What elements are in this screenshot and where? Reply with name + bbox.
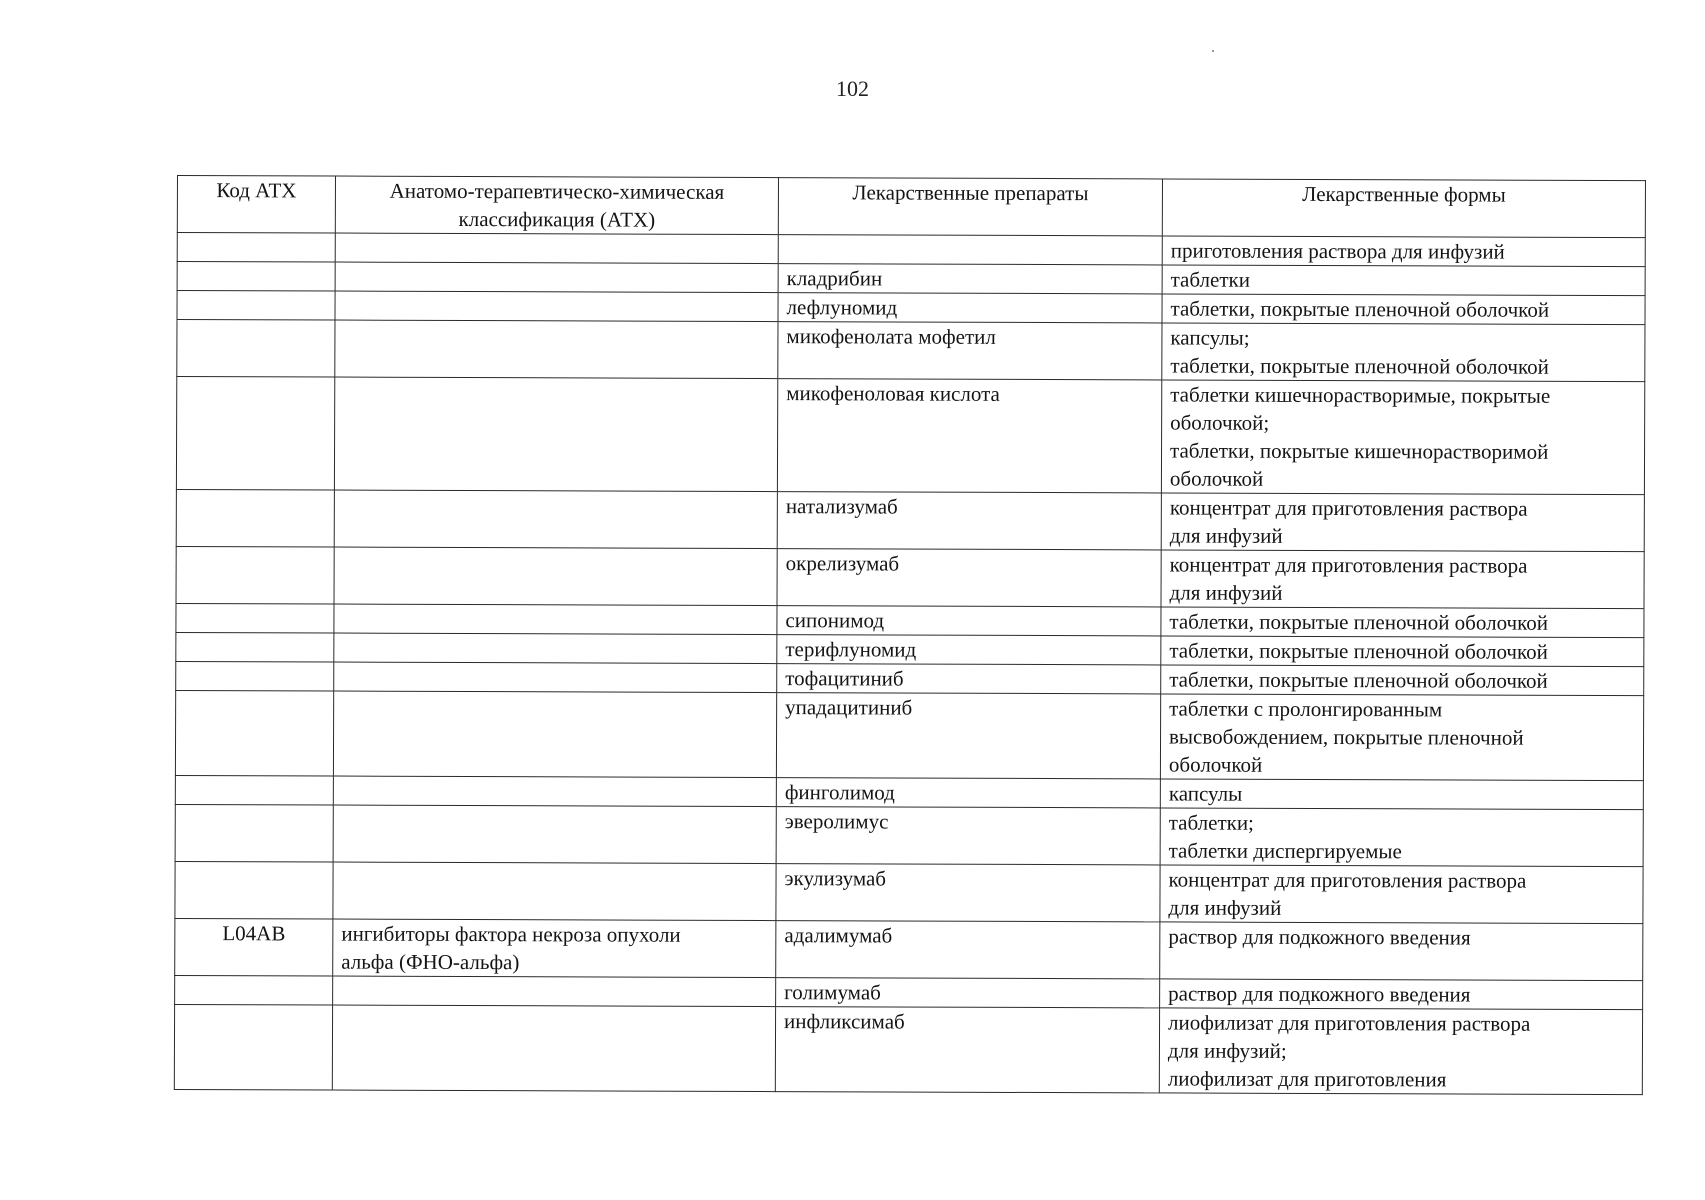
medicine-cell: кладрибин bbox=[778, 264, 1162, 294]
atx-code-cell bbox=[177, 233, 335, 263]
atx-classification-cell bbox=[333, 976, 776, 1007]
atx-code-cell bbox=[177, 291, 335, 321]
medicine-cell: эверолимус bbox=[776, 807, 1160, 865]
dosage-form-line: лиофилизат для приготовления bbox=[1167, 1066, 1447, 1092]
classification-line: альфа (ФНО-альфа) bbox=[341, 949, 520, 975]
dosage-form-line: для инфузий bbox=[1169, 523, 1283, 548]
medicine-cell: тофацитиниб bbox=[777, 664, 1161, 694]
dosage-form-line: капсулы bbox=[1168, 781, 1243, 806]
medicine-cell: упадацитиниб bbox=[776, 693, 1160, 779]
medicine-cell: финголимод bbox=[776, 778, 1160, 808]
atx-classification-cell bbox=[333, 776, 776, 807]
atx-classification-cell bbox=[335, 320, 778, 379]
table-row bbox=[176, 546, 1644, 608]
dosage-form-line: приготовления раствора для инфузий bbox=[1170, 238, 1505, 264]
atx-code-cell bbox=[176, 377, 334, 491]
scan-speck bbox=[1212, 50, 1214, 52]
atx-code-cell bbox=[176, 489, 334, 547]
dosage-form-line: таблетки с пролонгированным bbox=[1169, 696, 1443, 722]
medicine-cell: натализумаб bbox=[777, 492, 1161, 550]
medicine-cell: адалимумаб bbox=[776, 921, 1160, 979]
dosage-forms-cell bbox=[1161, 550, 1644, 609]
atx-classification-cell bbox=[333, 919, 776, 978]
page-number: 102 bbox=[836, 76, 869, 101]
table-row bbox=[176, 377, 1644, 495]
medicine-cell: голимумаб bbox=[776, 978, 1160, 1008]
dosage-form-line: концентрат для приготовления раствора bbox=[1169, 552, 1528, 578]
medicine-cell: микофеноловая кислота bbox=[777, 379, 1161, 493]
atx-code-cell bbox=[175, 690, 333, 776]
dosage-forms-cell bbox=[1160, 808, 1643, 867]
dosage-form-line: таблетки диспергируемые bbox=[1168, 838, 1402, 864]
atx-code-cell bbox=[175, 775, 333, 805]
dosage-form-line: раствор для подкожного введения bbox=[1168, 924, 1471, 950]
atx-classification-cell bbox=[334, 633, 777, 664]
atx-classification-cell bbox=[334, 490, 777, 549]
atx-code-cell bbox=[177, 320, 335, 378]
dosage-form-line: оболочкой bbox=[1169, 466, 1264, 491]
header-atx-code: Код АТХ bbox=[177, 176, 335, 234]
dosage-form-line: таблетки, покрытые пленочной оболочкой bbox=[1169, 609, 1549, 635]
atx-classification-cell bbox=[335, 291, 778, 322]
atx-classification-cell bbox=[334, 547, 777, 606]
atx-code-cell bbox=[176, 546, 334, 604]
atx-classification-cell bbox=[335, 262, 778, 293]
dosage-forms-cell bbox=[1161, 607, 1644, 638]
atx-classification-cell bbox=[334, 604, 777, 635]
dosage-form-line: таблетки; bbox=[1168, 810, 1254, 835]
medicine-cell: лефлуномид bbox=[778, 293, 1162, 323]
atx-classification-cell bbox=[333, 862, 776, 921]
atx-classification-cell bbox=[332, 1005, 775, 1092]
atx-code-cell bbox=[174, 1004, 332, 1090]
dosage-form-line: таблетки, покрытые пленочной оболочкой bbox=[1169, 638, 1548, 664]
atx-code-cell bbox=[176, 603, 334, 633]
dosage-form-line: для инфузий bbox=[1168, 895, 1282, 920]
header-dosage-forms: Лекарственные формы bbox=[1162, 179, 1645, 238]
dosage-form-line: для инфузий bbox=[1169, 580, 1283, 605]
dosage-form-line: таблетки, покрытые пленочной оболочкой bbox=[1170, 296, 1550, 322]
atx-code-cell bbox=[175, 975, 333, 1005]
atx-code-cell bbox=[177, 262, 335, 292]
medicine-cell: сипонимод bbox=[777, 606, 1161, 636]
atx-table bbox=[174, 175, 1646, 1095]
medicine-cell: окрелизумаб bbox=[777, 549, 1161, 607]
table-row bbox=[175, 690, 1643, 780]
dosage-forms-cell bbox=[1160, 922, 1643, 981]
medicine-cell: инфликсимаб bbox=[775, 1007, 1159, 1093]
dosage-forms-cell bbox=[1162, 265, 1645, 296]
dosage-forms-cell bbox=[1162, 294, 1645, 325]
dosage-form-line: таблетки, покрытые пленочной оболочкой bbox=[1169, 667, 1548, 693]
dosage-forms-cell bbox=[1160, 779, 1643, 810]
dosage-form-line: таблетки, покрытые кишечнорастворимой bbox=[1170, 438, 1549, 464]
atx-classification-cell bbox=[333, 805, 776, 864]
table-row bbox=[175, 861, 1643, 923]
dosage-forms-cell bbox=[1160, 979, 1643, 1010]
dosage-form-line: лиофилизат для приготовления раствора bbox=[1168, 1010, 1531, 1036]
table-body bbox=[174, 233, 1645, 1095]
atx-classification-cell bbox=[333, 691, 776, 778]
table-header-row bbox=[177, 176, 1645, 238]
dosage-forms-cell bbox=[1162, 236, 1645, 267]
dosage-form-line: таблетки кишечнорастворимые, покрытые bbox=[1170, 382, 1551, 408]
dosage-form-line: для инфузий; bbox=[1167, 1038, 1287, 1063]
atx-code-cell: L04AB bbox=[175, 918, 333, 976]
atx-classification-cell bbox=[335, 233, 778, 264]
dosage-form-line: высвобождением, покрытые пленочной bbox=[1169, 724, 1524, 750]
atx-code-cell bbox=[176, 661, 334, 691]
dosage-forms-cell bbox=[1161, 636, 1644, 667]
medicine-cell: микофенолата мофетил bbox=[778, 322, 1162, 380]
table-row bbox=[175, 804, 1643, 866]
dosage-forms-cell bbox=[1161, 380, 1644, 495]
table-row bbox=[177, 320, 1645, 382]
medicine-cell: экулизумаб bbox=[776, 864, 1160, 922]
dosage-form-line: концентрат для приготовления раствора bbox=[1168, 867, 1527, 893]
table-row bbox=[176, 489, 1644, 551]
dosage-form-line: капсулы; bbox=[1170, 325, 1250, 350]
dosage-forms-cell bbox=[1161, 493, 1644, 552]
dosage-form-line: оболочкой; bbox=[1170, 410, 1270, 435]
dosage-forms-cell bbox=[1162, 323, 1645, 382]
dosage-forms-cell bbox=[1160, 865, 1643, 924]
header-atx-classification: Анатомо-терапевтическо-химическая классификация (АТХ) bbox=[335, 176, 778, 235]
atx-code-cell bbox=[176, 632, 334, 662]
dosage-forms-cell bbox=[1159, 1008, 1642, 1095]
dosage-form-line: таблетки bbox=[1170, 267, 1251, 292]
dosage-form-line: оболочкой bbox=[1168, 752, 1263, 777]
table-row bbox=[174, 1004, 1642, 1094]
atx-classification-cell bbox=[334, 662, 777, 693]
dosage-form-line: таблетки, покрытые пленочной оболочкой bbox=[1170, 353, 1549, 379]
header-medicines: Лекарственные препараты bbox=[778, 178, 1162, 236]
atx-classification-cell bbox=[334, 377, 777, 492]
dosage-form-line: концентрат для приготовления раствора bbox=[1169, 495, 1528, 521]
atx-code-cell bbox=[175, 804, 333, 862]
medicine-cell bbox=[778, 235, 1162, 265]
atx-code-cell bbox=[175, 861, 333, 919]
dosage-forms-cell bbox=[1161, 665, 1644, 696]
medicine-cell: терифлуномид bbox=[777, 635, 1161, 665]
classification-line: ингибиторы фактора некроза опухоли bbox=[341, 921, 681, 947]
dosage-forms-cell bbox=[1160, 694, 1643, 781]
dosage-form-line: раствор для подкожного введения bbox=[1168, 981, 1471, 1007]
table-row bbox=[175, 918, 1643, 980]
